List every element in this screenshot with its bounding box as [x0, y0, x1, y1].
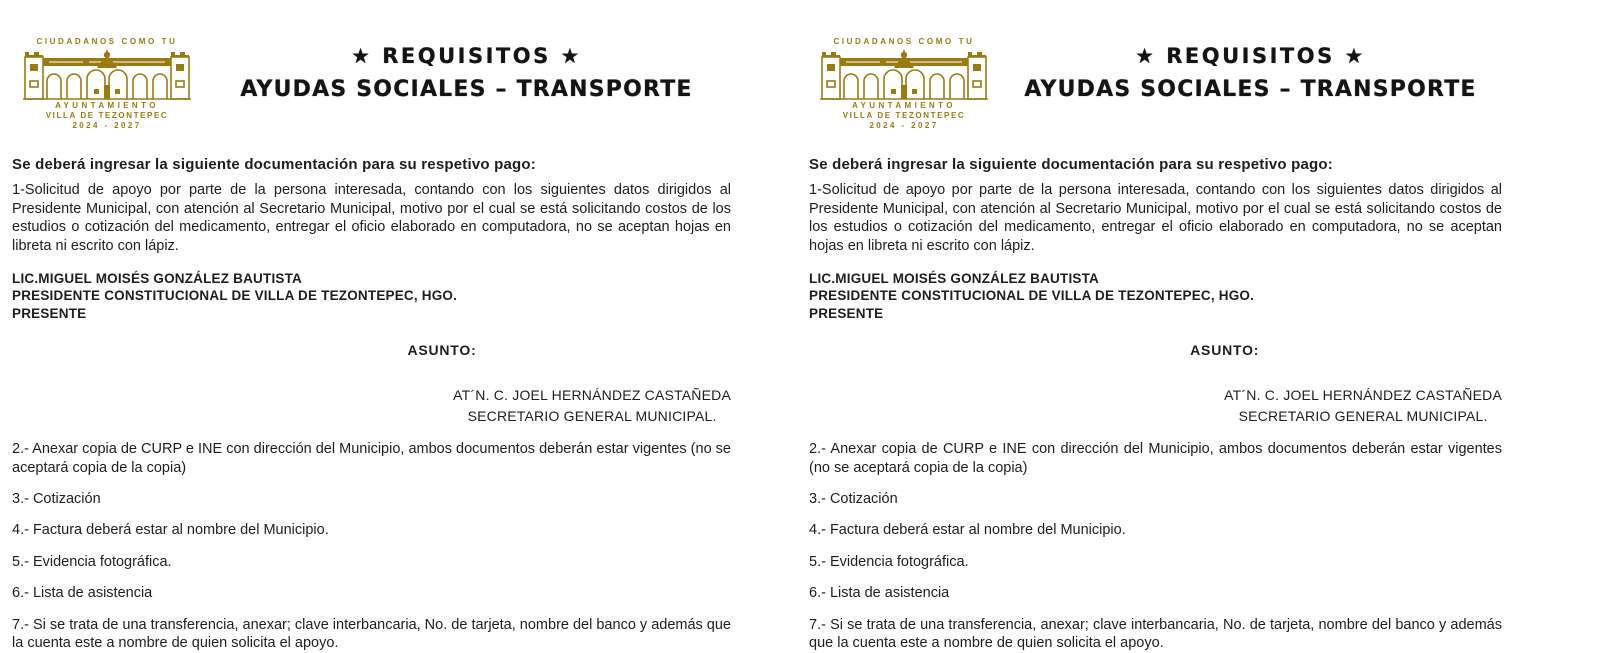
requirement-item-1: 1-Solicitud de apoyo por parte de la persona interesada, contando con los siguientes datos dirigidos al Presidente Municipal, con atención al Secretario Municipal, motivo por el cual se está solicitando costos de los estudios o cotización del medicamento, entregar el oficio elaborado en computadora, no se aceptan hojas en libreta ni escrito con lápiz. — [12, 182, 731, 255]
logo-city-name: VILLA DE TEZONTEPEC — [45, 111, 169, 120]
requirement-item-3: 3.- Cotización — [809, 491, 898, 508]
requirements-list — [809, 440, 1502, 653]
logo-motto: CIUDADANOS COMO TU — [833, 37, 975, 46]
addressee-title: PRESIDENTE CONSTITUCIONAL DE VILLA DE TEZONTEPEC, HGO. — [12, 288, 458, 304]
attention-name: AT´N. C. JOEL HERNÁNDEZ CASTAÑEDA — [1224, 387, 1502, 404]
intro-heading: Se deberá ingresar la siguiente documentación para su respetivo pago: — [12, 156, 536, 173]
requirement-item-5: 5.- Evidencia fotográfica. — [809, 553, 969, 570]
document-title-block — [202, 38, 731, 102]
document-title: ★ REQUISITOS ★ — [351, 44, 582, 68]
attention-block — [453, 385, 731, 427]
document-subtitle: AYUDAS SOCIALES – TRANSPORTE — [1024, 77, 1477, 102]
attention-block — [1224, 385, 1502, 427]
addressee-title: PRESIDENTE CONSTITUCIONAL DE VILLA DE TEZONTEPEC, HGO. — [809, 288, 1255, 304]
municipal-palace-icon — [820, 48, 988, 100]
requirement-item-6: 6.- Lista de asistencia — [12, 585, 153, 602]
attention-title: SECRETARIO GENERAL MUNICIPAL. — [467, 408, 717, 425]
logo-motto: CIUDADANOS COMO TU — [36, 37, 178, 46]
logo-city-name: VILLA DE TEZONTEPEC — [842, 111, 966, 120]
addressee-name: LIC.MIGUEL MOISÉS GONZÁLEZ BAUTISTA — [12, 270, 302, 286]
requirement-item-7: 7.- Si se trata de una transferencia, anexar; clave interbancaria, No. de tarjeta, nombre del banco y además que la cuenta este a nombre de quien solicita el apoyo. — [12, 616, 731, 652]
addressee-present: PRESENTE — [809, 305, 884, 321]
logo-years: 2024 - 2027 — [72, 121, 142, 130]
document-title-block — [999, 38, 1502, 102]
logo-org-name: AYUNTAMIENTO — [852, 101, 956, 110]
addressee-name: LIC.MIGUEL MOISÉS GONZÁLEZ BAUTISTA — [809, 270, 1099, 286]
subject-label: ASUNTO: — [1190, 342, 1260, 359]
document-header — [809, 38, 1502, 130]
document-page-right — [785, 0, 1600, 652]
document-title: ★ REQUISITOS ★ — [1135, 44, 1366, 68]
municipal-palace-icon — [23, 48, 191, 100]
addressee-present: PRESENTE — [12, 305, 87, 321]
attention-name: AT´N. C. JOEL HERNÁNDEZ CASTAÑEDA — [453, 387, 731, 404]
document-page-left — [0, 0, 785, 652]
requirement-item-6: 6.- Lista de asistencia — [809, 585, 950, 602]
municipal-logo — [12, 38, 202, 130]
subject-label: ASUNTO: — [407, 342, 477, 359]
requirement-item-5: 5.- Evidencia fotográfica. — [12, 553, 172, 570]
requirement-item-2: 2.- Anexar copia de CURP e INE con dirección del Municipio, ambos documentos deberán estar vigentes (no se aceptará copia de la copia) — [12, 440, 731, 476]
document-header — [12, 38, 731, 130]
requirement-item-1: 1-Solicitud de apoyo por parte de la persona interesada, contando con los siguientes datos dirigidos al Presidente Municipal, con atención al Secretario Municipal, motivo por el cual se está solicitando costos de los estudios o cotización del medicamento, entregar el oficio elaborado en computadora, no se aceptan hojas en libreta ni escrito con lápiz. — [809, 182, 1502, 255]
addressee-block — [809, 270, 1502, 323]
addressee-block — [12, 270, 731, 323]
municipal-logo — [809, 38, 999, 130]
requirement-item-3: 3.- Cotización — [12, 491, 101, 508]
requirement-item-4: 4.- Factura deberá estar al nombre del Municipio. — [12, 522, 329, 539]
document-subtitle: AYUDAS SOCIALES – TRANSPORTE — [240, 77, 693, 102]
intro-heading: Se deberá ingresar la siguiente documentación para su respetivo pago: — [809, 156, 1333, 173]
requirements-list — [12, 440, 731, 653]
logo-org-name: AYUNTAMIENTO — [55, 101, 159, 110]
requirement-item-4: 4.- Factura deberá estar al nombre del Municipio. — [809, 522, 1126, 539]
attention-title: SECRETARIO GENERAL MUNICIPAL. — [1238, 408, 1488, 425]
requirement-item-2: 2.- Anexar copia de CURP e INE con dirección del Municipio, ambos documentos deberán estar vigentes (no se aceptará copia de la copia) — [809, 440, 1502, 476]
requirement-item-7: 7.- Si se trata de una transferencia, anexar; clave interbancaria, No. de tarjeta, nombre del banco y además que la cuenta este a nombre de quien solicita el apoyo. — [809, 616, 1502, 652]
logo-years: 2024 - 2027 — [869, 121, 939, 130]
